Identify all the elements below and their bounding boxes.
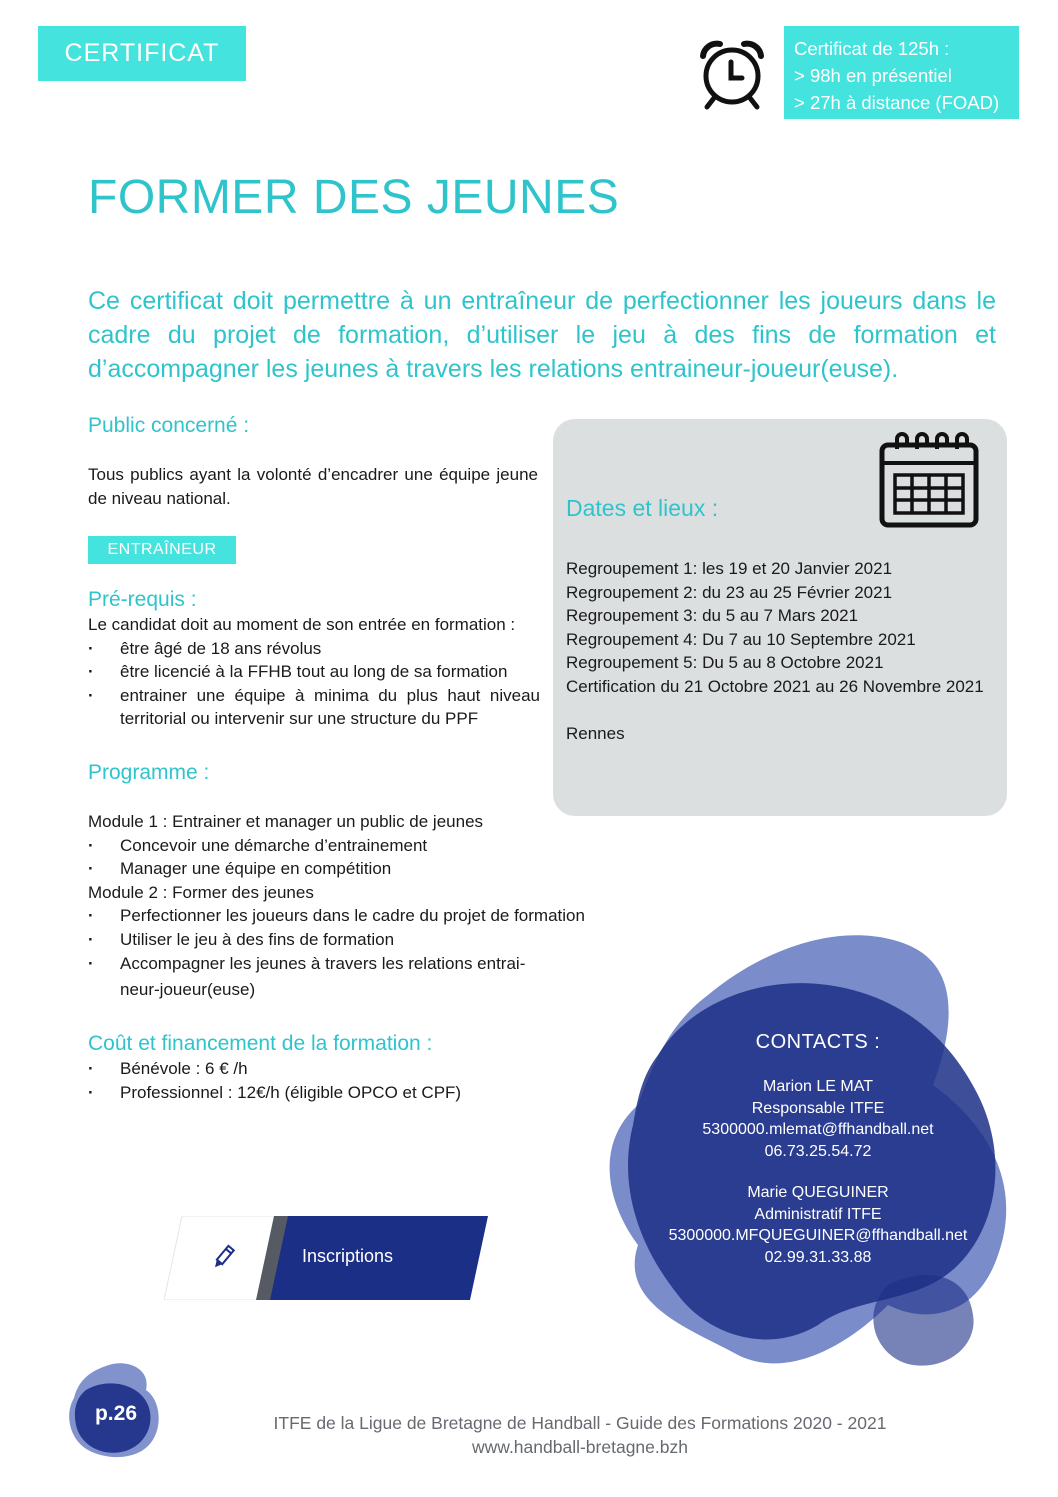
prerequis-lead: Le candidat doit au moment de son entrée en formation : [88,615,516,634]
pencil-icon [208,1242,238,1272]
footer-line-1: ITFE de la Ligue de Bretagne de Handball - Guide des Formations 2020 - 2021 [273,1413,887,1433]
hours-line-1: Certificat de 125h : [794,38,950,59]
contacts-blob [598,925,1018,1380]
list-item: · être licencié à la FFHB tout au long de sa formation [88,660,540,684]
module-2-list [88,904,628,1003]
hours-line-3: > 27h à distance (FOAD) [794,92,1000,113]
list-item: · Professionnel : 12€/h (éligible OPCO et CPF) [88,1081,568,1105]
inscriptions-button[interactable] [164,1216,488,1300]
list-item: Regroupement 3: du 5 au 7 Mars 2021 [566,606,859,625]
page-number: p.26 [94,1402,138,1425]
intro-paragraph: Ce certificat doit permettre à un entraîneur de perfectionner les joueurs dans le cadre du projet de formation, d’utiliser le jeu à des fins de formation et d’accompagner les jeunes à travers les relations entraineur-joueur(euse). [88,287,996,383]
cout-block [88,1057,568,1104]
public-heading: Public concerné : [88,414,250,437]
hours-line-2: > 98h en présentiel [794,65,952,86]
list-item: · Concevoir une démarche d’entrainement [88,834,628,858]
list-item: · Manager une équipe en compétition [88,857,628,881]
contact-card-2 [598,1182,1038,1268]
list-item: · Accompagner les jeunes à travers les relations entrai-neur-joueur(euse) [88,951,550,1003]
inscriptions-label: Inscriptions [302,1246,394,1266]
certificat-tag-label: CERTIFICAT [64,39,220,67]
list-item: · Perfectionner les joueurs dans le cadre du projet de formation [88,904,628,928]
page-number-blob [66,1360,162,1460]
certificat-tag [38,26,246,81]
footer-website[interactable]: www.handball-bretagne.bzh [472,1437,688,1457]
contact-email[interactable]: 5300000.MFQUEGUINER@ffhandball.net [668,1227,968,1244]
dates-heading: Dates et lieux : [566,495,719,521]
module-1-list [88,834,628,881]
calendar-icon [879,429,979,529]
programme-heading: Programme : [88,761,210,784]
list-item: Regroupement 5: Du 5 au 8 Octobre 2021 [566,653,884,672]
public-text: Tous publics ayant la volonté d’encadrer une équipe jeune de niveau national. [88,465,538,508]
prerequis-heading: Pré-requis : [88,588,197,611]
list-item: Regroupement 4: Du 7 au 10 Septembre 2021 [566,629,916,649]
list-item: · entrainer une équipe à minima du plus haut niveau territorial ou intervenir sur une structure du PPF [88,684,540,731]
list-item: · Utiliser le jeu à des fins de formation [88,928,628,952]
dates-list [566,557,1006,745]
cout-heading: Coût et financement de la formation : [88,1032,433,1055]
contact-phone: 06.73.25.54.72 [764,1142,872,1160]
module-2-title: Module 2 : Former des jeunes [88,882,314,902]
contact-phone: 02.99.31.33.88 [764,1248,872,1266]
prerequis-block [88,613,540,731]
contact-role: Administratif ITFE [754,1205,882,1223]
entraineur-badge [88,536,236,564]
hours-box [784,26,1019,119]
module-1-title: Module 1 : Entrainer et manager un public de jeunes [88,812,484,831]
cout-list [88,1057,568,1104]
contact-name: Marie QUEGUINER [747,1184,889,1201]
list-item: · être âgé de 18 ans révolus [88,637,540,661]
alarm-clock-icon [694,36,770,112]
contact-email[interactable]: 5300000.mlemat@ffhandball.net [702,1121,934,1138]
list-item: Regroupement 2: du 23 au 25 Février 2021 [566,582,893,602]
list-item: Regroupement 1: les 19 et 20 Janvier 2021 [566,559,893,578]
dates-place: Rennes [566,723,625,743]
entraineur-badge-label: ENTRAÎNEUR [107,541,217,558]
page-title: FORMER DES JEUNES [88,171,620,224]
contact-card-1 [598,1076,1038,1162]
contacts-heading: CONTACTS : [755,1031,881,1053]
contact-role: Responsable ITFE [751,1099,885,1117]
contact-name: Marion LE MAT [763,1078,873,1095]
dates-panel [553,419,1007,816]
programme-block [88,810,628,1003]
list-item: · Bénévole : 6 € /h [88,1057,568,1081]
list-item: Certification du 21 Octobre 2021 au 26 Novembre 2021 [566,676,984,696]
prerequis-list [88,637,540,731]
